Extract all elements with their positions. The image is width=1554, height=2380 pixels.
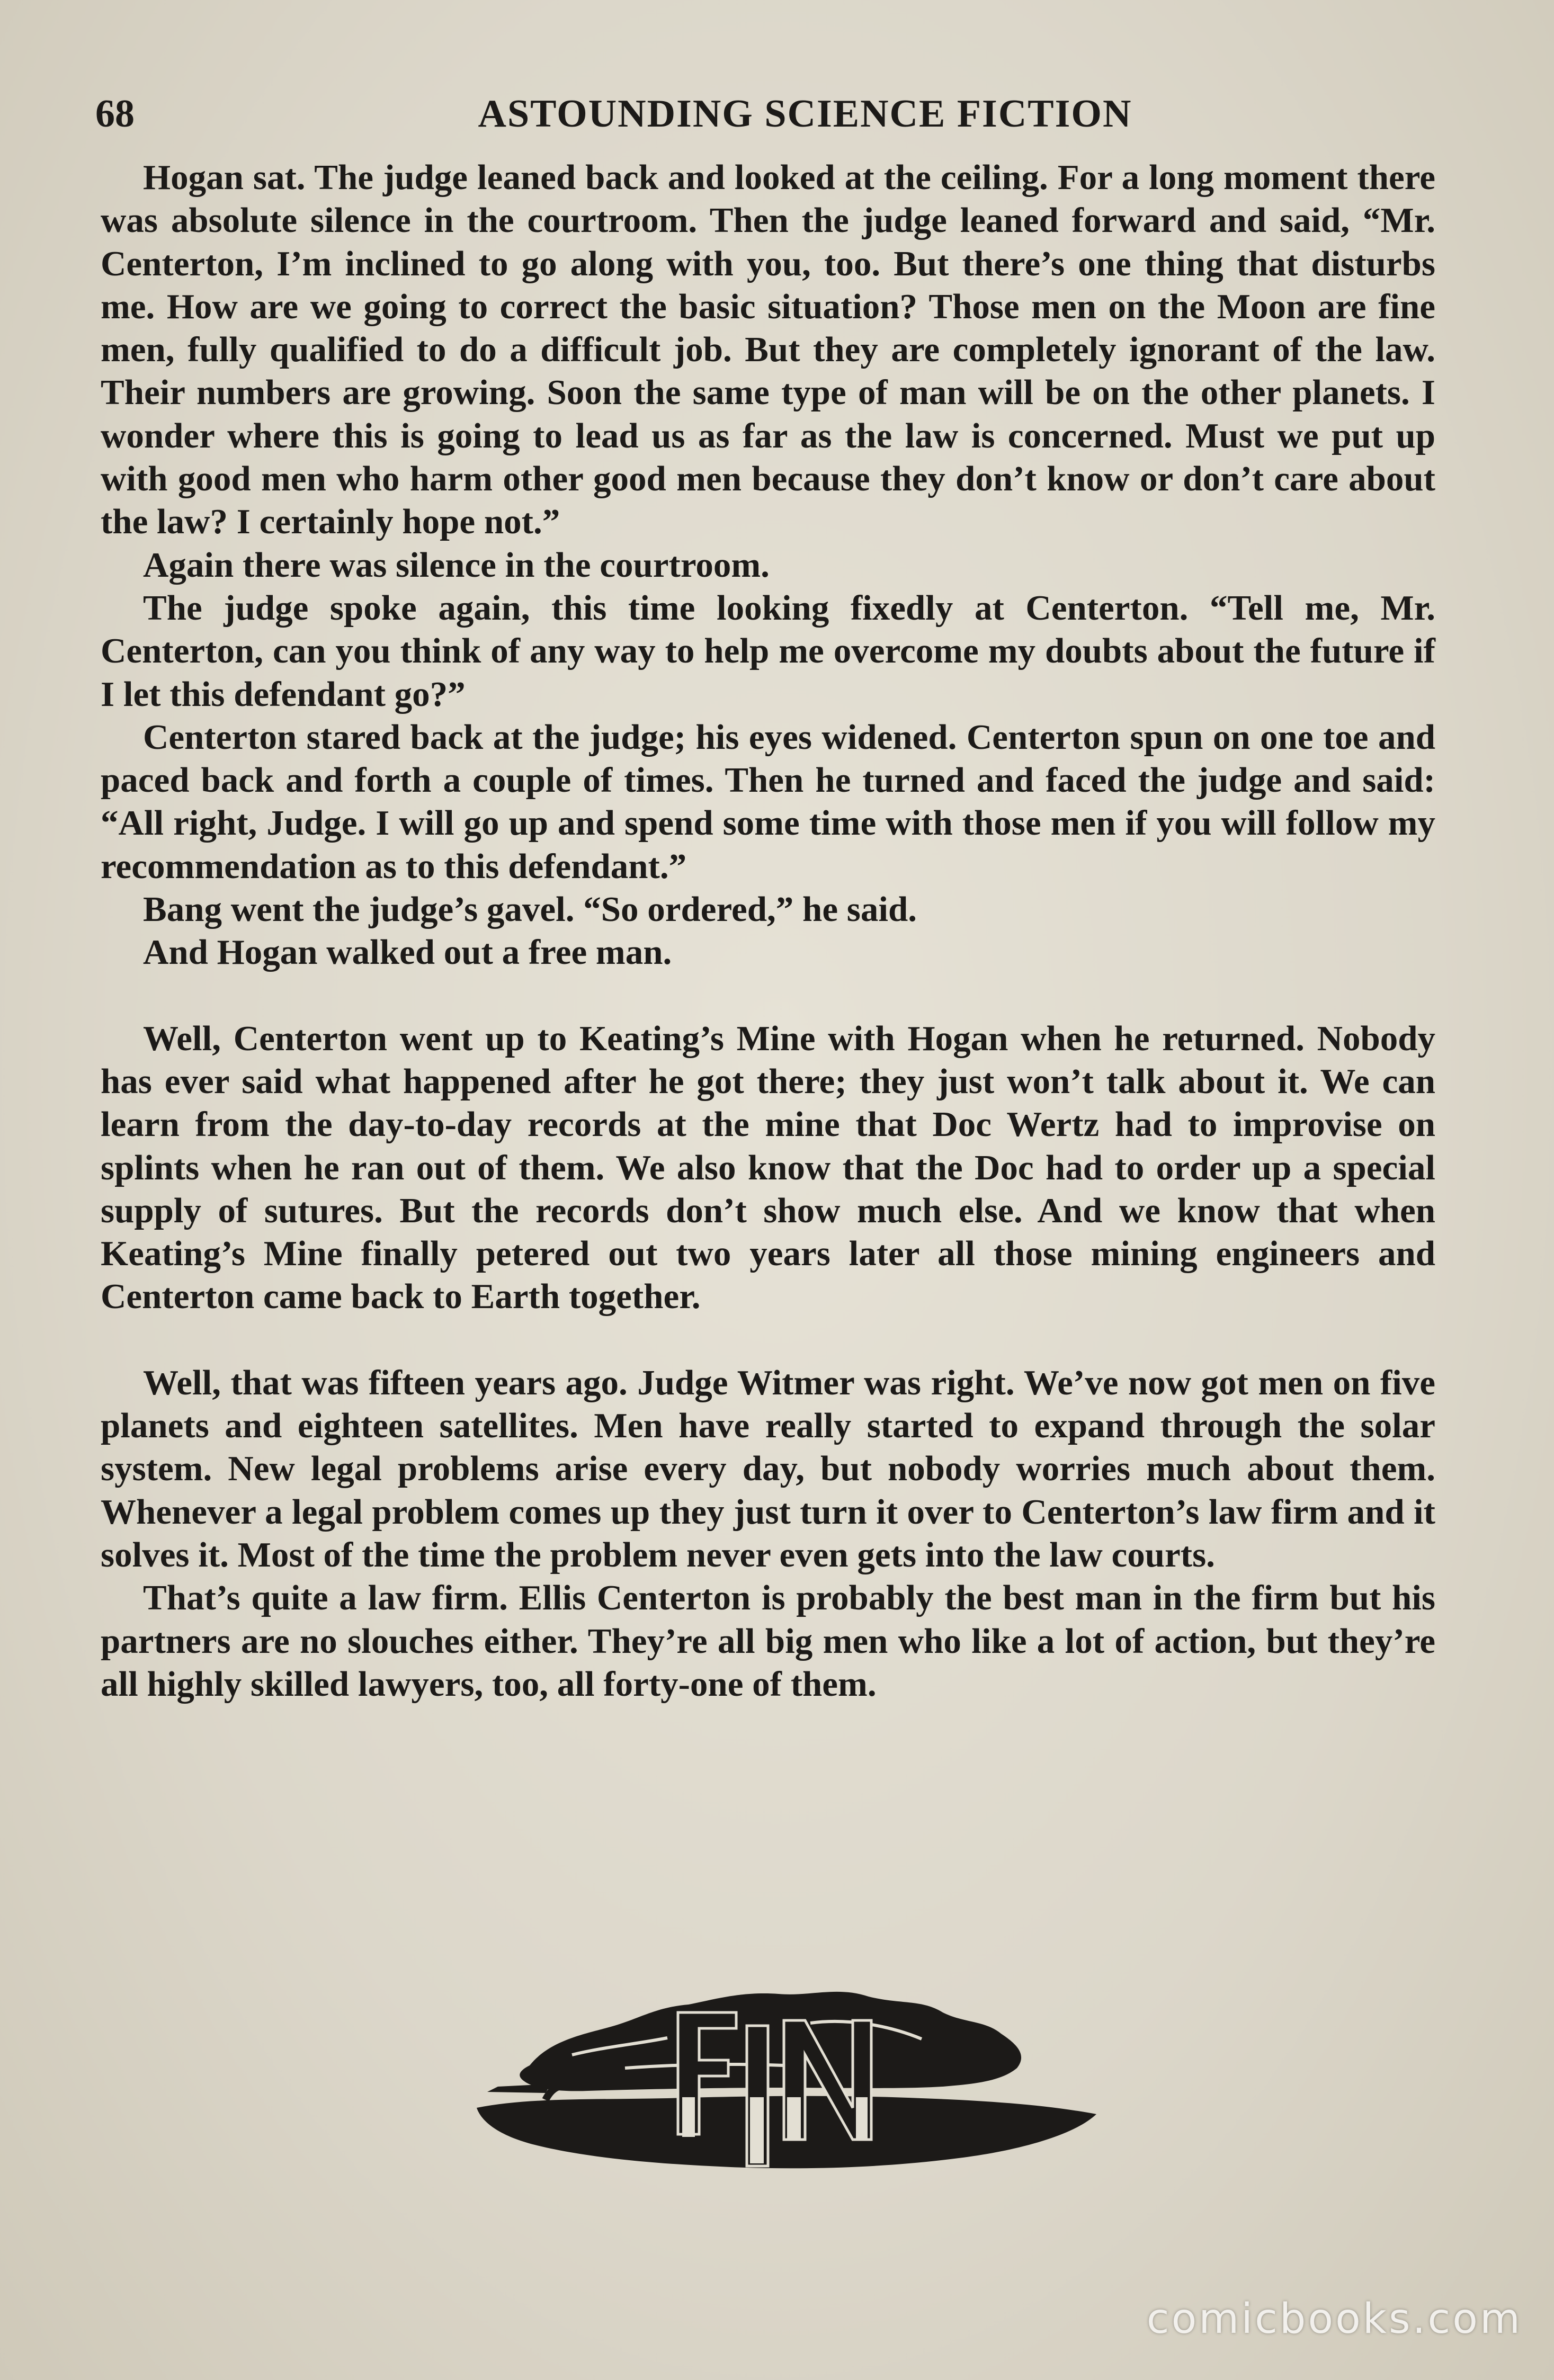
page-number: 68 (95, 92, 135, 136)
paragraph: Centerton stared back at the judge; his eyes widened. Centerton spun on one toe and paced back and forth a couple of times. Then he turned and faced the judge and said: “All right, Judge. I will go up and spend some time with those men if you will follow my recommendation as to this defendant.” (101, 717, 1435, 886)
paragraph: Well, that was fifteen years ago. Judge Witmer was right. We’ve now got men on five planets and eighteen satellites. Men have really started to expand through the solar system. New legal problems arise every day, but nobody worries much about them. Whenever a legal problem comes up they just turn it over to Centerton’s law firm and it solves it. Most of the time the problem never even gets into the law courts. (101, 1363, 1435, 1574)
section-break (101, 1319, 1435, 1362)
paragraph: Hogan sat. The judge leaned back and looked at the ceiling. For a long moment there was absolute silence in the courtroom. Then the judge leaned forward and said, “Mr. Centerton, I’m inclined to go along with you, too. But there’s one thing that disturbs me. How are we going to correct the basic situation? Those men on the Moon are fine men, fully qualified to do a difficult job. But they are completely ignorant of the law. Their numbers are growing. Soon the same type of man will be on the other planets. I wonder where this is going to lead us as far as the law is concerned. Must we put up with good men who harm other good men because they don’t know or don’t care about the law? I certainly hope not.” (101, 158, 1435, 542)
paragraph: The judge spoke again, this time looking fixedly at Centerton. “Tell me, Mr. Centerton, can you think of any way to help me overcome my doubts about the future if I let this defendant go?” (101, 588, 1435, 714)
paragraph: And Hogan walked out a free man. (143, 933, 672, 972)
paragraph: Well, Centerton went up to Keating’s Mine with Hogan when he returned. Nobody has ever said what happened after he got there; they just won’t talk about it. We can learn from the day-to-day records at the mine that Doc Wertz had to improvise on splints when he ran out of them. We also know that the Doc had to order up a special supply of sutures. But the records don’t show much else. And we know that when Keating’s Mine finally petered out two years later all those mining engineers and Centerton came back to Earth together. (101, 1018, 1435, 1317)
watermark: comicbooks.com (1146, 2295, 1522, 2343)
page-header (95, 85, 1451, 143)
paragraph: That’s quite a law firm. Ellis Centerton is probably the best man in the firm but his partners are no slouches either. They’re all big men who like a lot of action, but they’re all highly skilled lawyers, too, all forty-one of them. (101, 1578, 1435, 1704)
story-text (101, 156, 1435, 1706)
section-break (101, 974, 1435, 1017)
paragraph: Again there was silence in the courtroom. (143, 545, 770, 585)
running-head: ASTOUNDING SCIENCE FICTION (478, 92, 1132, 136)
fin-end-mark-icon (466, 1975, 1102, 2208)
paragraph: Bang went the judge’s gavel. “So ordered,” he said. (143, 890, 917, 929)
